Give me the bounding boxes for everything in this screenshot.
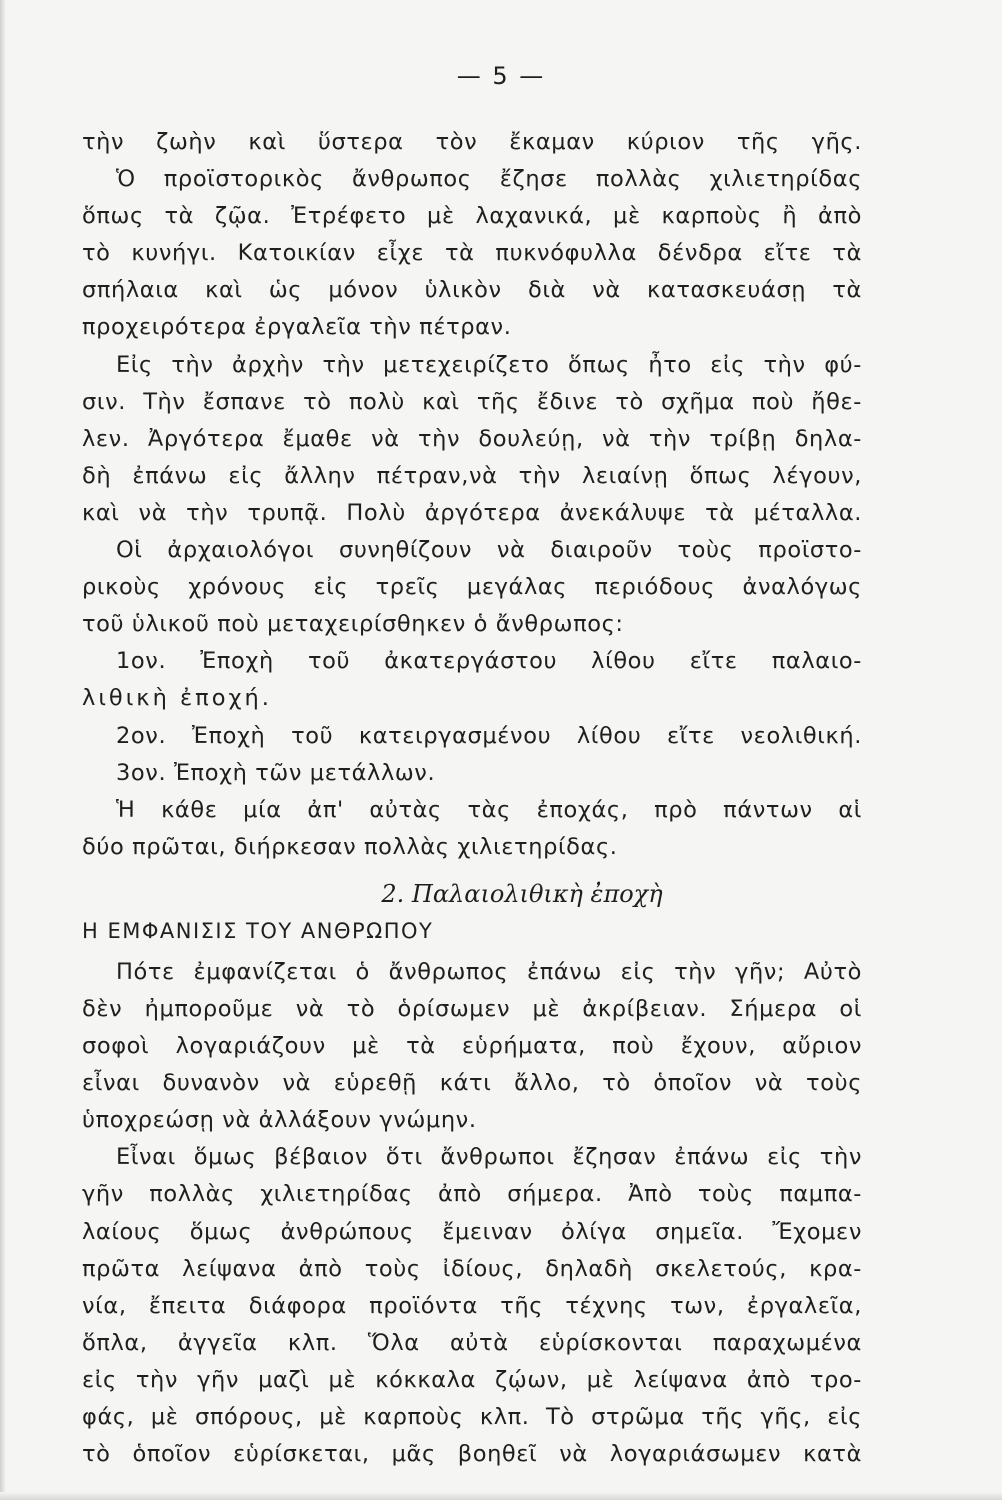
text-line: ὅπως τὰ ζῷα. Ἐτρέφετο μὲ λαχανικά, μὲ καρποὺς ἢ ἀπὸ	[82, 203, 862, 230]
page-number: — 5 —	[456, 62, 546, 90]
text-line: λαίους ὅμως ἀνθρώπους ἔμειναν ὀλίγα σημεῖα. Ἔχομεν	[82, 1218, 862, 1245]
text-line: τὸ ὁποῖον εὑρίσκεται, μᾶς βοηθεῖ νὰ λογαριάσωμεν κατὰ	[82, 1441, 862, 1468]
text-line: Εἶναι ὅμως βέβαιον ὅτι ἄνθρωποι ἔζησαν ἐπάνω εἰς τὴν	[116, 1144, 862, 1171]
text-line: εἰς τὴν γῆν μαζὶ μὲ κόκκαλα ζῴων, μὲ λείψανα ἀπὸ τρο-	[82, 1366, 862, 1393]
text-line: λεν. Ἀργότερα ἔμαθε νὰ τὴν δουλεύῃ, νὰ τὴν τρίβῃ δηλα-	[82, 425, 862, 452]
text-line: Πότε ἐμφανίζεται ὁ ἄνθρωπος ἐπάνω εἰς τὴν γῆν; Αὐτὸ	[116, 958, 862, 985]
text-line: ρικοὺς χρόνους εἰς τρεῖς μεγάλας περιόδους ἀναλόγως	[82, 574, 862, 601]
text-line: Οἱ ἀρχαιολόγοι συνηθίζουν νὰ διαιροῦν τοὺς προϊστο-	[116, 537, 862, 564]
text-line: δὴ ἐπάνω εἰς ἄλλην πέτραν,νὰ τὴν λειαίνῃ ὅπως λέγουν,	[82, 462, 862, 489]
text-line: σιν. Τὴν ἔσπανε τὸ πολὺ καὶ τῆς ἔδινε τὸ σχῆμα ποὺ ἤθε-	[82, 388, 862, 415]
text-line: εἶναι δυνανὸν νὰ εὑρεθῇ κάτι ἄλλο, τὸ ὁποῖον νὰ τοὺς	[82, 1070, 862, 1097]
section-heading: 2. Παλαιολιθικὴ ἐποχὴ	[381, 879, 663, 908]
text-line: σπήλαια καὶ ὡς μόνον ὑλικὸν διὰ νὰ κατασκευάσῃ τὰ	[82, 277, 862, 304]
text-line: προχειρότερα ἐργαλεῖα τὴν πέτραν.	[82, 314, 512, 341]
text-line: φάς, μὲ σπόρους, μὲ καρποὺς κλπ. Τὸ στρῶμα τῆς γῆς, εἰς	[82, 1404, 862, 1430]
text-line: 2ον. Ἐποχὴ τοῦ κατειργασμένου λίθου εἴτε νεολιθική.	[116, 722, 862, 749]
text-line: τοῦ ὑλικοῦ ποὺ μεταχειρίσθηκεν ὁ ἄνθρωπος:	[82, 611, 624, 638]
text-line: 1ον. Ἐποχὴ τοῦ ἀκατεργάστου λίθου εἴτε παλαιο-	[116, 648, 862, 675]
page-edge-left	[0, 0, 6, 1500]
text-line: δύο πρῶται, διήρκεσαν πολλὰς χιλιετηρίδας.	[82, 833, 618, 860]
text-line: γῆν πολλὰς χιλιετηρίδας ἀπὸ σήμερα. Ἀπὸ τοὺς παμπα-	[82, 1181, 862, 1208]
body-text	[82, 124, 862, 1473]
text-line: καὶ νὰ τὴν τρυπᾷ. Πολὺ ἀργότερα ἀνεκάλυψε τὰ μέταλλα.	[82, 499, 862, 526]
text-line: Ὁ προϊστορικὸς ἄνθρωπος ἔζησε πολλὰς χιλιετηρίδας	[116, 166, 862, 193]
text-line: πρῶτα λείψανα ἀπὸ τοὺς ἰδίους, δηλαδὴ σκελετούς, κρα-	[82, 1255, 862, 1282]
text-line: ὅπλα, ἀγγεῖα κλπ. Ὅλα αὐτὰ εὑρίσκονται παραχωμένα	[82, 1329, 862, 1356]
text-line: Εἰς τὴν ἀρχὴν τὴν μετεχειρίζετο ὅπως ἦτο εἰς τὴν φύ-	[116, 351, 862, 378]
text-line: 3ον. Ἐποχὴ τῶν μετάλλων.	[116, 759, 436, 786]
text-line: σοφοὶ λογαριάζουν μὲ τὰ εὑρήματα, ποὺ ἔχουν, αὔριον	[82, 1033, 862, 1060]
section-subheading: Η ΕΜΦΑΝΙΣΙΣ ΤΟΥ ΑΝΘΡΩΠΟΥ	[82, 918, 434, 943]
text-line: ὑποχρεώσῃ νὰ ἀλλάξουν γνώμην.	[82, 1107, 477, 1134]
text-line: νία, ἔπειτα διάφορα προϊόντα τῆς τέχνης των, ἐργαλεῖα,	[82, 1292, 862, 1319]
text-line: δὲν ἠμποροῦμε νὰ τὸ ὁρίσωμεν μὲ ἀκρίβειαν. Σήμερα οἱ	[82, 995, 862, 1022]
text-line: λιθικὴ ἐποχή.	[82, 685, 272, 712]
text-line: τὴν ζωὴν καὶ ὕστερα τὸν ἔκαμαν κύριον τῆς γῆς.	[82, 129, 862, 155]
text-line: τὸ κυνήγι. Κατοικίαν εἶχε τὰ πυκνόφυλλα δένδρα εἴτε τὰ	[82, 240, 862, 267]
page-edge-bottom	[0, 1492, 1002, 1500]
text-line: Ἡ κάθε μία ἀπ' αὐτὰς τὰς ἐποχάς, πρὸ πάντων αἱ	[116, 796, 862, 823]
